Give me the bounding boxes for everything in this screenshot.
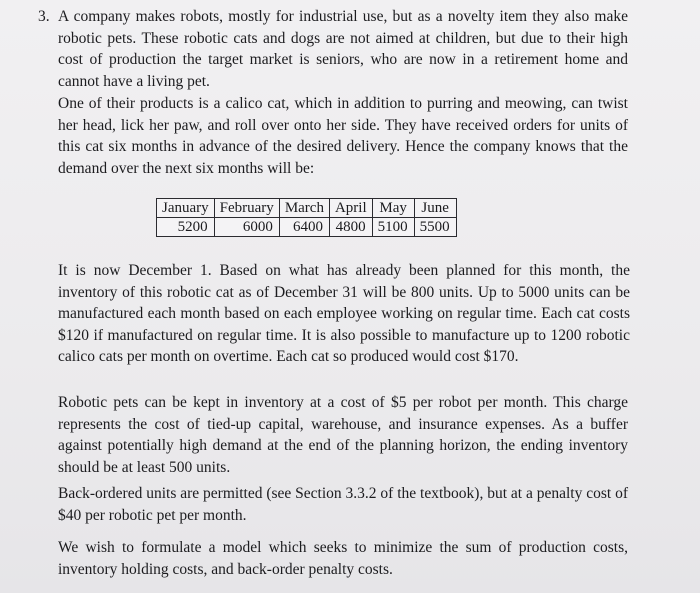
inventory-cost-paragraph: Robotic pets can be kept in inventory at a cost of $5 per robot per month. This charge represents the cost of tied-up capital, warehouse, and insurance expenses. As a buffer against potentially high demand at the end of the planning horizon, the ending inventory should be at least 500 units. bbox=[58, 394, 628, 476]
demand-value-cell: 5500 bbox=[414, 218, 456, 237]
production-capacity-paragraph: It is now December 1. Based on what has already been planned for this month, the inventory of this robotic cat as of December 31 will be 800 units. Up to 5000 units can be manufactured each month based on each employee working on regular time. Each cat costs $120 if manufactured on regular time. It is also possible to manufacture up to 1200 robotic calico cats per month on overtime. Each cat so produced would cost $170. bbox=[58, 262, 630, 365]
month-cell: January bbox=[157, 199, 215, 218]
demand-table-header-row bbox=[157, 199, 457, 218]
question-number: 3. bbox=[38, 8, 50, 25]
demand-value-cell: 4800 bbox=[329, 218, 372, 237]
demand-value-cell: 6000 bbox=[214, 218, 279, 237]
month-cell: February bbox=[214, 199, 279, 218]
demand-value-cell: 5200 bbox=[157, 218, 215, 237]
demand-table bbox=[156, 198, 457, 237]
demand-value-cell: 5100 bbox=[372, 218, 414, 237]
month-cell: March bbox=[279, 199, 329, 218]
demand-table-value-row bbox=[157, 218, 457, 237]
month-cell: June bbox=[414, 199, 456, 218]
month-cell: May bbox=[372, 199, 414, 218]
month-cell: April bbox=[329, 199, 372, 218]
problem-intro-paragraph: A company makes robots, mostly for industrial use, but as a novelty item they also make robotic pets. These robotic cats and dogs are not aimed at children, but due to their high cost of production the target market is seniors, who are now in a retirement home and cannot have a living pet. bbox=[58, 8, 628, 90]
product-description-paragraph: One of their products is a calico cat, which in addition to purring and meowing, can twist her head, lick her paw, and roll over onto her side. They have received orders for units of this cat six months in advance of the desired delivery. Hence the company knows that the demand over the next six months will be: bbox=[58, 95, 628, 177]
demand-value-cell: 6400 bbox=[279, 218, 329, 237]
objective-paragraph: We wish to formulate a model which seeks to minimize the sum of production costs, inventory holding costs, and back-order penalty costs. bbox=[58, 539, 628, 578]
back-order-paragraph: Back-ordered units are permitted (see Section 3.3.2 of the textbook), but at a penalty cost of $40 per robotic pet per month. bbox=[58, 485, 628, 524]
